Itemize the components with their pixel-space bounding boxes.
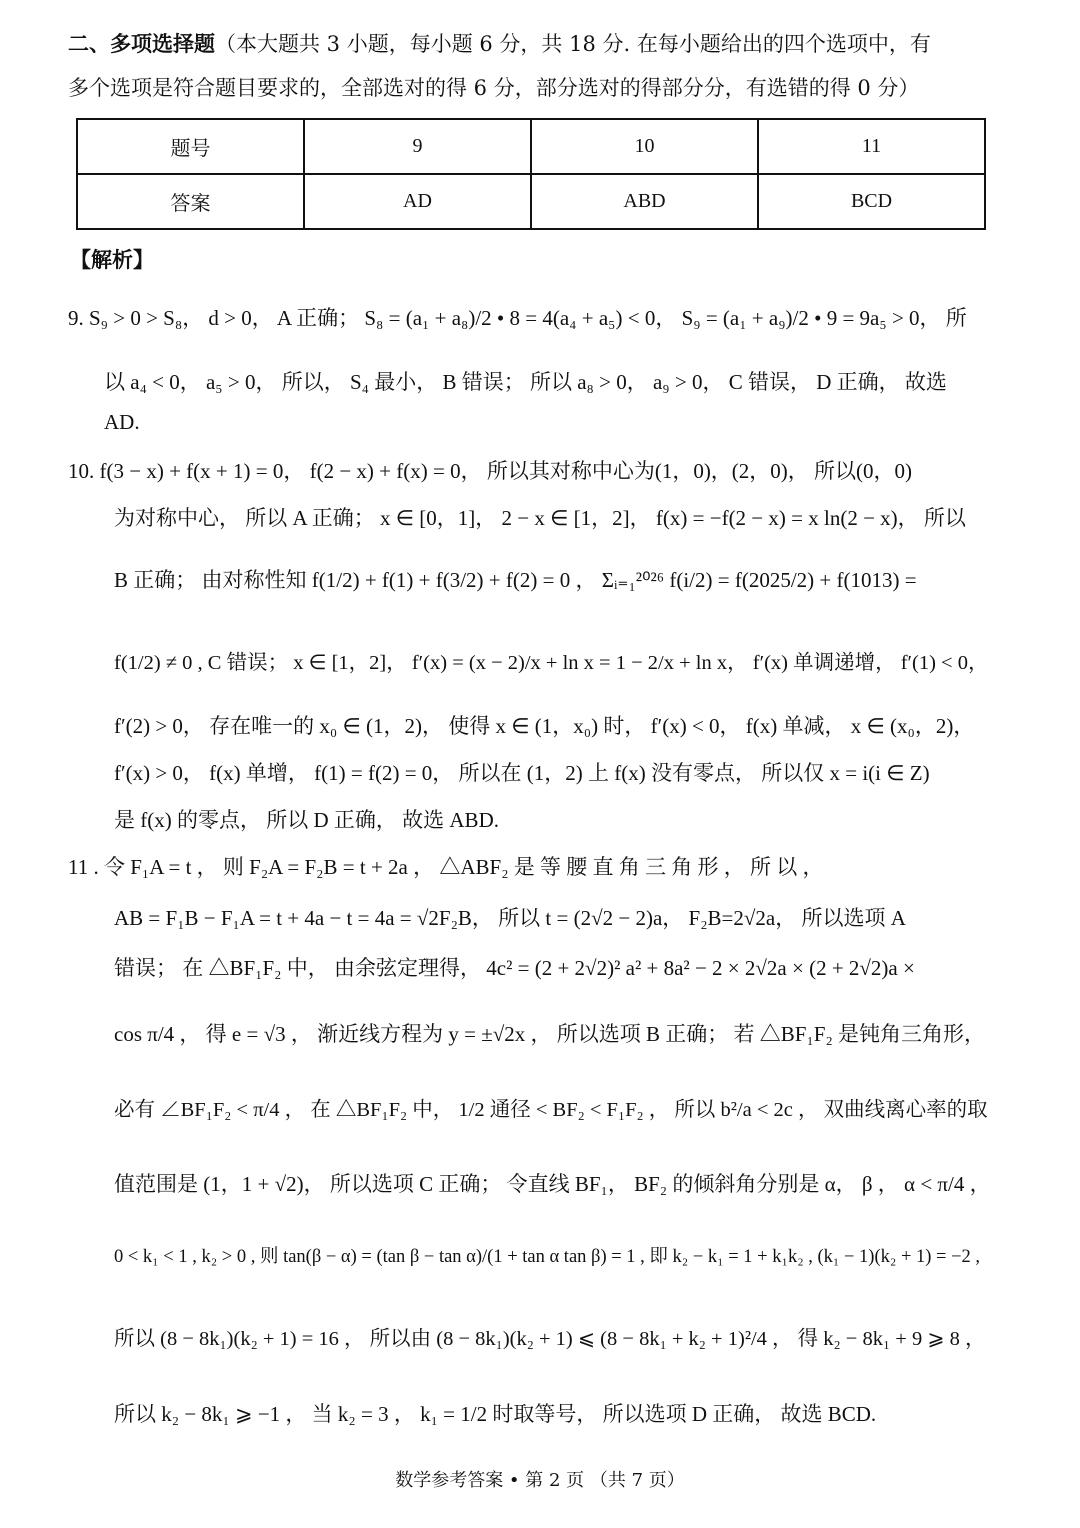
table-cell: BCD	[758, 174, 985, 229]
solution-line: 所以 (8 − 8k₁)(k₂ + 1) = 16 ， 所以由 (8 − 8k₁)(k₂ + 1) ⩽ (8 − 8k₁ + k₂ + 1)²/4 ， 得 k₂ − 8k₁ + 9 ⩾ 8 ，	[114, 1328, 986, 1350]
answer-table-answer-row	[77, 174, 985, 229]
answer-table-header-row	[77, 119, 985, 174]
section-heading-rest: （本大题共 3 小题，每小题 6 分，共 18 分. 在每小题给出的四个选项中，有	[215, 32, 931, 56]
answer-table	[76, 118, 986, 230]
solution-line: 0 < k₁ < 1 , k₂ > 0 , 则 tan(β − α) = (tan β − tan α)/(1 + tan α tan β) = 1 , 即 k₂ − k₁ = 1 + k₁k₂ , (k₁ − 1)(k₂ + 1) = −2 ,	[114, 1247, 981, 1267]
solution-line: f′(2) > 0， 存在唯一的 x₀ ∈ (1，2)， 使得 x ∈ (1，x₀) 时， f′(x) < 0， f(x) 单减， x ∈ (x₀，2)，	[114, 714, 975, 738]
table-cell: 10	[531, 119, 758, 174]
solution-line: B 正确； 由对称性知 f(1/2) + f(1) + f(3/2) + f(2) = 0 ， Σᵢ₌₁²⁰²⁶ f(i/2) = f(2025/2) + f(1013) =	[114, 568, 917, 592]
table-cell: 11	[758, 119, 985, 174]
table-cell: 题号	[77, 119, 304, 174]
solution-line: 必有 ∠BF₁F₂ < π/4 ， 在 △BF₁F₂ 中， 1/2 通径 < BF₂ < F₁F₂ ， 所以 b²/a < 2c ， 双曲线离心率的取	[114, 1099, 988, 1121]
solution-line: cos π/4 ， 得 e = √3 ， 渐近线方程为 y = ±√2x ， 所以选项 B 正确； 若 △BF₁F₂ 是钝角三角形，	[114, 1022, 986, 1046]
solution-line: 为对称中心， 所以 A 正确； x ∈ [0，1]， 2 − x ∈ [1，2]， f(x) = −f(2 − x) = x ln(2 − x)， 所以	[114, 506, 966, 530]
solution-line: AB = F₁B − F₁A = t + 4a − t = 4a = √2F₂B， 所以 t = (2√2 − 2)a， F₂B=2√2a， 所以选项 A	[114, 906, 906, 930]
solution-line: 所以 k₂ − 8k₁ ⩾ −1 ， 当 k₂ = 3 ， k₁ = 1/2 时取等号， 所以选项 D 正确， 故选 BCD.	[114, 1402, 877, 1426]
solution-line: AD.	[104, 410, 140, 434]
solution-line: 错误； 在 △BF₁F₂ 中， 由余弦定理得， 4c² = (2 + 2√2)² a² + 8a² − 2 × 2√2a × (2 + 2√2)a ×	[114, 956, 915, 980]
section-heading-bold: 二、多项选择题	[68, 31, 215, 56]
table-cell: ABD	[531, 174, 758, 229]
table-cell: AD	[304, 174, 531, 229]
section-heading-line2: 多个选项是符合题目要求的，全部选对的得 6 分，部分选对的得部分分，有选错的得 0 分）	[68, 76, 920, 100]
table-cell: 答案	[77, 174, 304, 229]
solution-line: 10. f(3 − x) + f(x + 1) = 0， f(2 − x) + f(x) = 0， 所以其对称中心为(1，0)，(2，0)， 所以(0，0)	[68, 459, 913, 483]
solution-line: f′(x) > 0， f(x) 单增， f(1) = f(2) = 0， 所以在 (1，2) 上 f(x) 没有零点， 所以仅 x = i(i ∈ Z)	[114, 761, 930, 785]
page-footer: 数学参考答案 • 第 2 页 （共 7 页）	[395, 1470, 685, 1491]
table-cell: 9	[304, 119, 531, 174]
solution-line: 以 a₄ < 0， a₅ > 0， 所以， S₄ 最小， B 错误； 所以 a₈ > 0， a₉ > 0， C 错误， D 正确， 故选	[104, 370, 947, 394]
solution-line: f(1/2) ≠ 0 , C 错误； x ∈ [1，2]， f′(x) = (x − 2)/x + ln x = 1 − 2/x + ln x， f′(x) 单调递增， f′(1) < 0，	[114, 652, 989, 674]
analysis-label: 【解析】	[70, 247, 154, 272]
section-heading	[68, 28, 931, 58]
solution-line: 是 f(x) 的零点， 所以 D 正确， 故选 ABD.	[114, 808, 499, 832]
solution-line: 9. S₉ > 0 > S₈， d > 0， A 正确； S₈ = (a₁ + a₈)/2 • 8 = 4(a₄ + a₅) < 0， S₉ = (a₁ + a₉)/2 • 9 = 9a₅ > 0， 所	[68, 306, 967, 330]
solution-line: 值范围是 (1，1 + √2)， 所以选项 C 正确； 令直线 BF₁， BF₂ 的倾斜角分别是 α， β ， α < π/4 ，	[114, 1172, 991, 1196]
solution-line: 11 . 令 F₁A = t ， 则 F₂A = F₂B = t + 2a ， △ABF₂ 是 等 腰 直 角 三 角 形 ， 所 以 ，	[68, 855, 824, 879]
